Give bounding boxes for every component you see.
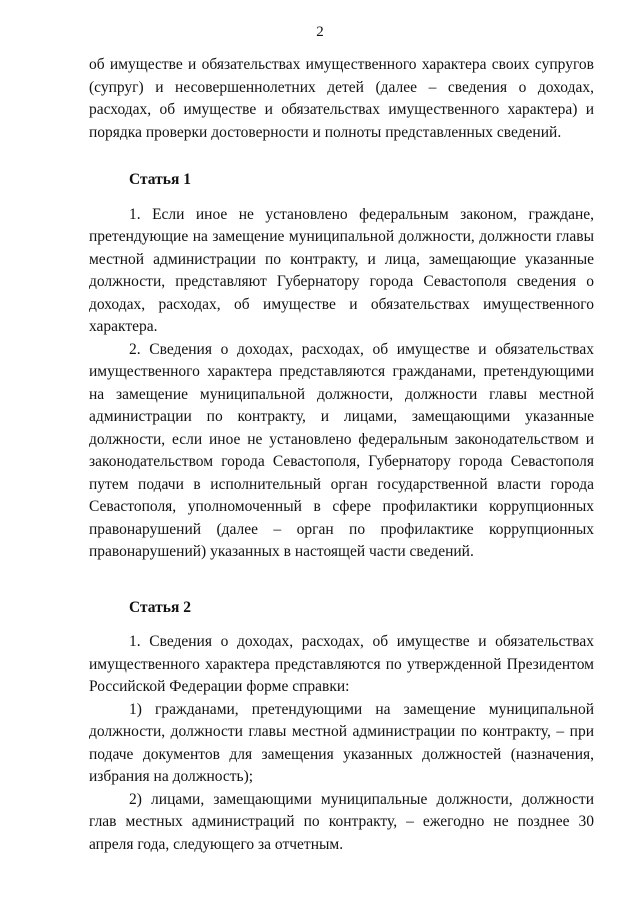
page-number: 2 (316, 24, 324, 40)
article-2-heading: Статья 2 (129, 598, 191, 616)
article-2-item-2: 2) лицами, замещающими муниципальные должности, должности глав местных администраций по контракту, – ежегодно не позднее 30 апреля года, следующего за отчетным. (89, 790, 594, 853)
intro-paragraph: об имуществе и обязательствах имущественного характера своих супругов (супруг) и несовершеннолетних детей (далее – сведения о доходах, расходах, об имуществе и обязательствах имущественного характера) и порядка проверки достоверности и полноты представленных сведений. (89, 56, 594, 141)
article-1-heading: Статья 1 (129, 171, 191, 188)
article-1-paragraph-1: 1. Если иное не установлено федеральным законом, граждане, претендующие на замещение муниципальной должности, должности главы местной администрации по контракту, и лица, замещающие указанные должности, представляют Губернатору города Севастополя сведения о доходах, расходах, об имуществе и обязательствах имущественного характера. (89, 205, 594, 335)
article-2-item-1: 1) гражданами, претендующими на замещение муниципальной должности, должности главы местной администрации по контракту, – при подаче документов для замещения указанных должностей (назначения, избрания на должность); (89, 700, 594, 785)
article-1-paragraph-2: 2. Сведения о доходах, расходах, об имуществе и обязательствах имущественного характера представляются гражданами, претендующими на замещение муниципальной должности, должности главы местной администрации по контракту, и лицами, замещающими указанные должности, если иное не установлено федеральным законодательством и законодательством города Севастополя, Губернатору города Севастополя путем подачи в исполнительный орган государственной власти города Севастополя, уполномоченный в сфере профилактики коррупционных правонарушений (далее – орган по профилактике коррупционных правонарушений) указанных в настоящей части сведений. (89, 340, 594, 560)
document-body (89, 54, 594, 856)
article-2-paragraph-1: 1. Сведения о доходах, расходах, об имуществе и обязательствах имущественного характера представляются по утвержденной Президентом Российской Федерации форме справки: (89, 633, 594, 695)
